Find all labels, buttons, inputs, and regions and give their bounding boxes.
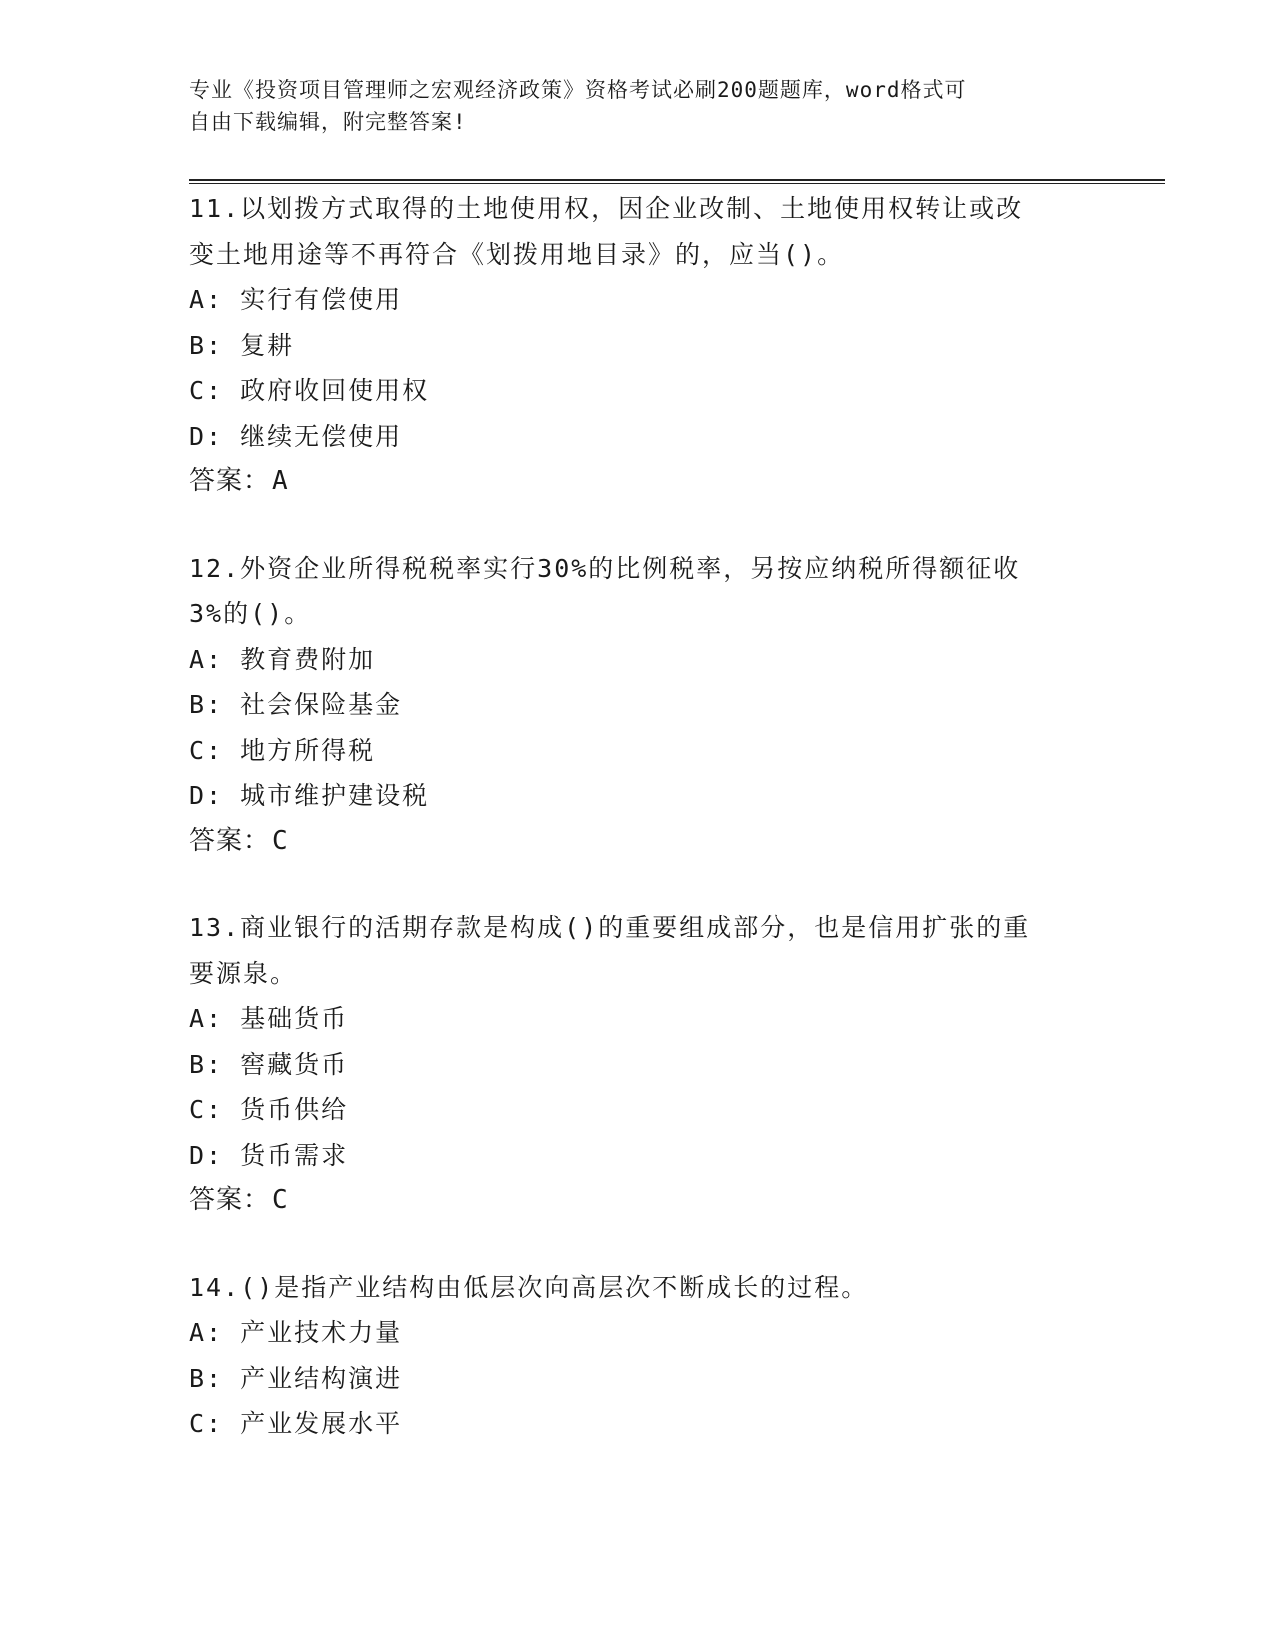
question-text-line: 11.以划拨方式取得的土地使用权，因企业改制、土地使用权转让或改 <box>189 194 1024 223</box>
option-a: A: 基础货币 <box>189 1004 349 1033</box>
question-text-line: 13.商业银行的活期存款是构成()的重要组成部分，也是信用扩张的重 <box>189 913 1031 942</box>
answer-line <box>189 459 1089 505</box>
option-a: A: 产业技术力量 <box>189 1318 403 1347</box>
header-line-1: 专业《投资项目管理师之宏观经济政策》资格考试必刷200题题库，word格式可 <box>189 78 967 102</box>
header-line-2: 自由下载编辑，附完整答案! <box>189 110 467 134</box>
option-b: B: 复耕 <box>189 330 295 360</box>
answer-value: C <box>272 1185 289 1215</box>
option-a: A: 实行有偿使用 <box>189 285 403 314</box>
option-b: B: 窖藏货币 <box>189 1049 349 1079</box>
question-text-line: 要源泉。 <box>189 958 298 988</box>
question-text-line: 变土地用途等不再符合《划拨用地目录》的，应当()。 <box>189 239 845 269</box>
option-c: C: 产业发展水平 <box>189 1409 403 1438</box>
option-d: D: 货币需求 <box>189 1140 349 1170</box>
option-c: C: 地方所得税 <box>189 735 376 765</box>
question-13 <box>189 905 1089 1224</box>
question-text-line: 3%的()。 <box>189 599 312 628</box>
question-12 <box>189 546 1089 865</box>
answer-label: 答案： <box>189 825 271 856</box>
option-c: C: 政府收回使用权 <box>189 376 430 405</box>
question-11 <box>189 186 1089 505</box>
answer-label: 答案： <box>189 1185 271 1215</box>
answer-label: 答案： <box>189 466 271 496</box>
question-text-line: 14.()是指产业结构由低层次向高层次不断成长的过程。 <box>189 1272 869 1302</box>
option-b: B: 社会保险基金 <box>189 690 403 719</box>
question-list <box>189 186 1089 1488</box>
answer-value: A <box>272 466 289 496</box>
option-d: D: 城市维护建设税 <box>189 781 430 810</box>
option-a: A: 教育费附加 <box>189 644 376 674</box>
option-c: C: 货币供给 <box>189 1095 349 1124</box>
header-divider <box>189 179 1165 184</box>
document-header <box>189 74 1089 138</box>
answer-value: C <box>272 825 289 856</box>
option-b: B: 产业结构演进 <box>189 1363 403 1393</box>
answer-line <box>189 1178 1089 1224</box>
answer-line <box>189 819 1089 865</box>
question-14 <box>189 1265 1089 1447</box>
option-d: D: 继续无偿使用 <box>189 421 403 451</box>
question-text-line: 12.外资企业所得税税率实行30%的比例税率，另按应纳税所得额征收 <box>189 553 1021 583</box>
